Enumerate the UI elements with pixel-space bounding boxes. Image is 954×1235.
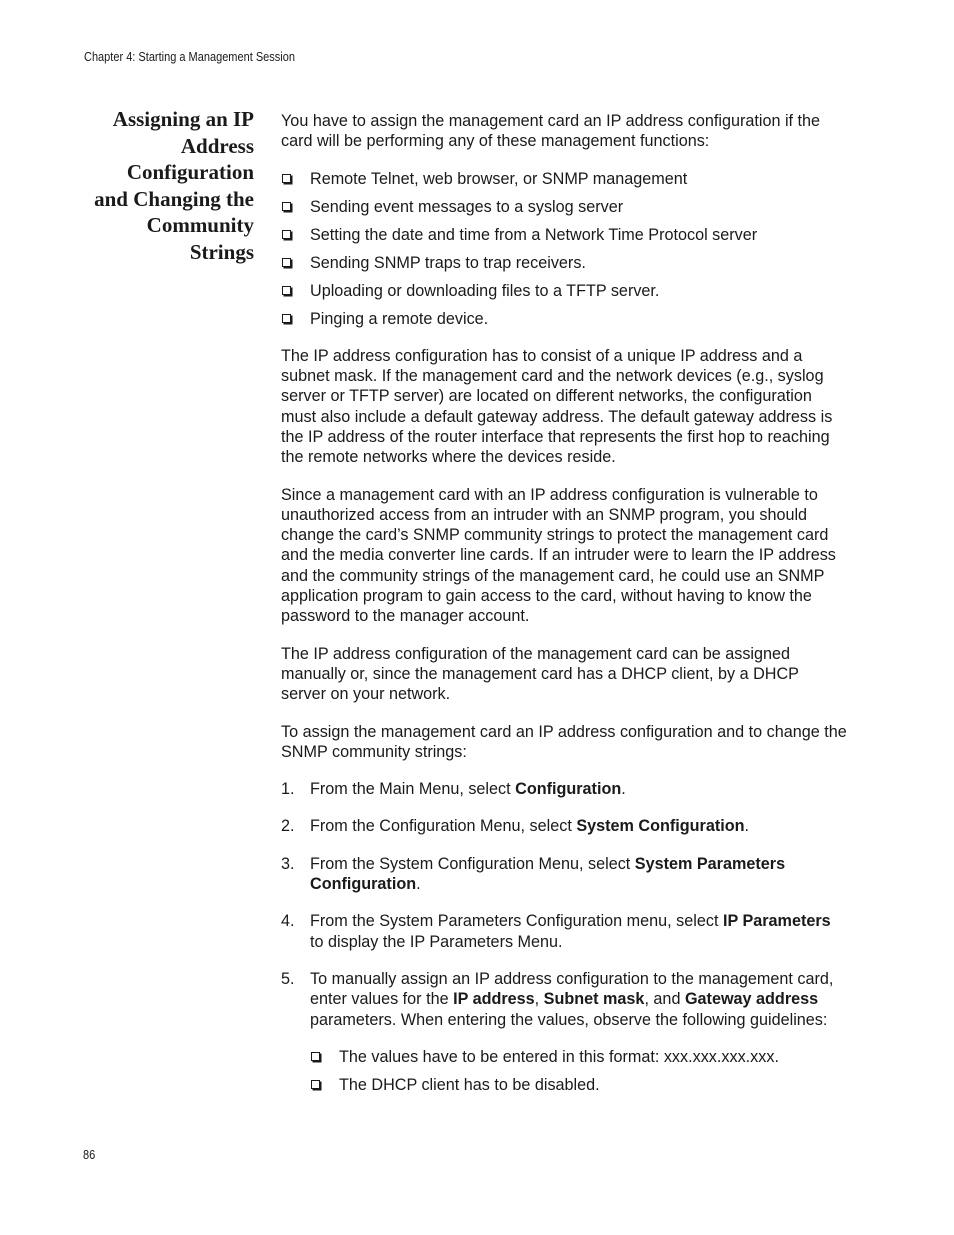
list-item-text: The DHCP client has to be disabled. (339, 1075, 600, 1094)
list-item-text: Pinging a remote device. (310, 309, 489, 328)
section-heading (70, 106, 254, 266)
step-text: . (621, 780, 626, 799)
list-item (281, 281, 847, 301)
list-item-text: Setting the date and time from a Network Time Protocol server (310, 225, 758, 244)
step-text: From the Configuration Menu, select (310, 817, 577, 836)
list-item-text: Remote Telnet, web browser, or SNMP management (310, 169, 688, 188)
running-header: Chapter 4: Starting a Management Session (84, 50, 295, 64)
step-number: 2. (281, 817, 295, 836)
step-text: . (416, 875, 421, 894)
checkbox-bullet-icon (311, 1052, 320, 1061)
list-item (281, 197, 847, 217)
step-item (281, 779, 847, 799)
checkbox-bullet-icon (311, 1080, 320, 1089)
list-item (281, 309, 847, 329)
checkbox-bullet-icon (282, 174, 291, 183)
menu-option-name: IP Parameters (722, 912, 831, 931)
procedure-intro-paragraph: To assign the management card an IP address configuration and to change the SNMP community strings: (281, 722, 847, 761)
step-text: From the Main Menu, select (310, 780, 516, 799)
step-text: From the System Parameters Configuration menu, select (310, 912, 723, 931)
list-item-text: Uploading or downloading files to a TFTP server. (310, 281, 660, 300)
security-paragraph: Since a management card with an IP address configuration is vulnerable to unauthorized access from an intruder with an SNMP program, you should change the card’s SNMP community strings to protect the management card and the media converter line cards. If an intruder were to learn the IP address and the community strings of the management card, he could use an SNMP application program to gain access to the card, without having to know the password to the manager account. (281, 485, 836, 626)
list-item (310, 1075, 847, 1095)
intro-paragraph: You have to assign the management card an IP address configuration if the card will be performing any of these management functions: (281, 112, 821, 151)
step-text: parameters. When entering the values, observe the following guidelines: (310, 1010, 828, 1029)
dhcp-paragraph: The IP address configuration of the management card can be assigned manually or, since the management card has a DHCP client, by a DHCP server on your network. (281, 644, 799, 704)
section-heading-line: Assigning an IP (112, 107, 254, 131)
list-item (310, 1047, 847, 1067)
checkbox-bullet-icon (282, 286, 291, 295)
section-heading-line: Address (180, 133, 254, 158)
list-item (281, 253, 847, 273)
list-item (281, 169, 847, 189)
step-item (281, 969, 847, 1095)
step-text: . (744, 817, 750, 836)
management-functions-list (281, 169, 847, 329)
section-heading-line: Strings (189, 239, 254, 264)
parameter-name: Gateway address (684, 990, 819, 1009)
step-text: To manually assign an IP address configuration to the management card, enter values for the (310, 969, 834, 1009)
list-item-text: Sending event messages to a syslog server (310, 197, 624, 216)
list-item (281, 225, 847, 245)
checkbox-bullet-icon (282, 230, 291, 239)
step-text: to display the IP Parameters Menu. (310, 932, 563, 951)
ip-config-paragraph: The IP address configuration has to consist of a unique IP address and a subnet mask. If the management card and the network devices (e.g., syslog server or TFTP server) are located on different networks, the configuration must also include a default gateway address. The default gateway address is the IP address of the router interface that represents the first hop to reaching the remote networks where the devices reside. (281, 346, 833, 467)
menu-option-name: System Parameters Configuration (310, 854, 786, 894)
step-number: 1. (281, 780, 295, 799)
list-item-text: Sending SNMP traps to trap receivers. (310, 253, 586, 272)
menu-option-name: Configuration (515, 780, 622, 799)
section-heading-line: and Changing the (94, 186, 254, 211)
step-number: 4. (281, 912, 295, 931)
step-item (281, 816, 847, 836)
guidelines-list (310, 1047, 847, 1095)
checkbox-bullet-icon (282, 314, 291, 323)
step-text: From the System Configuration Menu, select (310, 854, 635, 873)
checkbox-bullet-icon (282, 258, 291, 267)
step-item (281, 911, 847, 952)
step-text: , (534, 990, 544, 1009)
menu-option-name: System Configuration (576, 817, 745, 836)
list-item-text: The values have to be entered in this format: xxx.xxx.xxx.xxx. (339, 1047, 779, 1066)
step-text: , and (644, 990, 685, 1009)
section-heading-line: Community (146, 213, 254, 238)
section-heading-line: Configuration (126, 160, 254, 185)
parameter-name: IP address (453, 990, 535, 1009)
page-number: 86 (83, 1148, 96, 1162)
step-number: 5. (281, 969, 295, 988)
step-number: 3. (281, 854, 295, 873)
parameter-name: Subnet mask (543, 990, 645, 1009)
step-item (281, 854, 847, 895)
procedure-steps (281, 779, 847, 1095)
body-content (281, 111, 847, 1095)
checkbox-bullet-icon (282, 202, 291, 211)
